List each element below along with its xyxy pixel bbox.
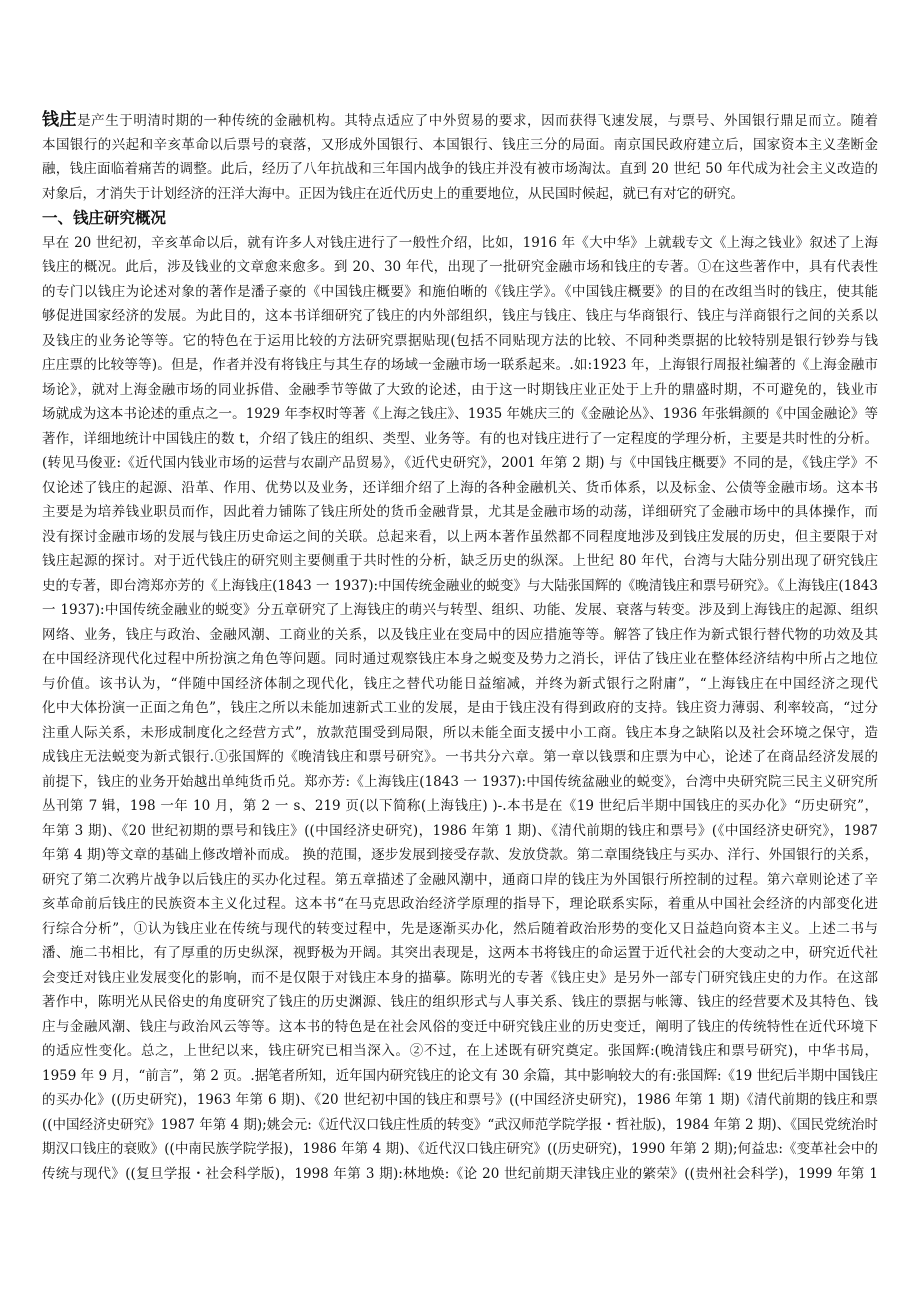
intro-line: 融，钱庄面临着痛苦的调整。此后，经历了八年抗战和三年国内战争的钱庄并没有被市场淘汰。直到 20 世纪 50 年代成为社会主义改造的 [42, 161, 878, 177]
research-overview-paragraph [42, 231, 878, 1187]
body-line: ((中国经济史研究》1987 年第 4 期);姚会元:《近代汉口钱庄性质的转变》“武汉师范学院学报・哲社版)，1984 年第 2 期)、《国民党统治时 [42, 1116, 878, 1133]
body-line: 没有探讨金融市场的发展与钱庄历史命运之间的关联。总起来看，以上两本著作虽然都不同程度地涉及到钱庄发展的历史，但主要限于对 [42, 528, 878, 545]
body-line: 年第 3 期)、《20 世纪初期的票号和钱庄》((中国经济史研究)，1986 年第 1 期)、《清代前期的钱庄和票号》(《中国经济史研究》，1987 [42, 822, 878, 839]
body-line: 庄庄票的比较等等)。但是，作者并没有将钱庄与其生存的场域一金融市场一联系起来。.如:1923 年，上海银行周报社编著的《上海金融市 [42, 357, 878, 373]
body-line: 著作，详细地统计中国钱庄的数 t，介绍了钱庄的组织、类型、业务等。有的也对钱庄进行了一定程度的学理分析，主要是共时性的分析。 [42, 430, 878, 447]
body-line: 史的专著，即台湾郑亦芳的《上海钱庄(1843 一 1937):中国传统金融业的蜕变》与大陆张国辉的《晚清钱庄和票号研究》。《上海钱庄(1843 [42, 577, 878, 594]
body-line: 潘、施二书相比，有了厚重的历史纵深，视野极为开阔。其突出表现是，这两本书将钱庄的命运置于近代社会的大变动之中，研究近代社 [42, 945, 878, 961]
body-line: 仅论述了钱庄的起源、沿革、作用、优势以及业务，还详细介绍了上海的各种金融机关、货币体系，以及标金、公债等金融市场。这本书 [42, 479, 878, 496]
body-line: 在中国经济现代化过程中所扮演之角色等问题。同时通过观察钱庄本身之蜕变及势力之消长，评估了钱庄业在整体经济结构中所占之地位 [42, 651, 878, 667]
body-line: 网络、业务，钱庄与政治、金融风潮、工商业的关系，以及钱庄业在变局中的因应措施等等。解答了钱庄作为新式银行替代物的功效及其 [42, 626, 878, 643]
intro-line: 对象后，才消失于计划经济的汪洋大海中。正因为钱庄在近代历史上的重要地位，从民国时候起，就已有对它的研究。 [42, 185, 744, 202]
body-line: 注重人际关系，未形成制度化之经营方式”，放款范围受到局限，所以未能全面支援中小工商。钱庄本身之缺陷以及社会环境之保守，造 [42, 724, 878, 741]
body-line: 年第 4 期)等文章的基础上修改增补而成。 换的范围，逐步发展到接受存款、发放贷款。第二章围绕钱庄与买办、洋行、外国银行的关系， [42, 847, 878, 863]
body-line: 会变迁对钱庄业发展变化的影响，而不是仅限于对钱庄本身的描摹。陈明光的专著《钱庄史》是另外一部专门研究钱庄史的力作。在这部 [42, 969, 878, 986]
body-line: 前提下，钱庄的业务开始越出单纯货币兑。郑亦芳:《上海钱庄(1843 一 1937):中国传统盆融业的蜕变》，台湾中央研究院三民主义研究所 [42, 773, 878, 790]
body-line: 早在 20 世纪初，辛亥革命以后，就有许多人对钱庄进行了一般性介绍，比如，1916 年《大中华》上就载专文《上海之钱业》叙述了上海 [42, 234, 878, 251]
intro-line-text: 是产生于明清时期的一种传统的金融机构。其特点适应了中外贸易的要求，因而获得飞速发展，与票号、外国银行鼎足而立。随着 [77, 113, 878, 129]
body-line: 够促进国家经济的发展。为此目的，这本书详细研究了钱庄的内外部组织，钱庄与钱庄、钱庄与华商银行、钱庄与洋商银行之间的关系以 [42, 308, 878, 324]
body-line: 主要是为培养钱业职员而作，因此着力铺陈了钱庄所处的货币金融背景，尤其是金融市场的动荡，详细研究了金融市场中的具体操作，而 [42, 504, 878, 520]
body-line: 及钱庄的业务论等等。它的特色在于运用比较的方法研究票据贴现(包括不同贴现方法的比较、不同种类票据的比较特别是银行钞券与钱 [42, 332, 878, 349]
body-line: 丛刊第 7 辑，198 一年 10 月，第 2 一 s、219 页(以下简称(上海钱庄) )-.本书是在《19 世纪后半期中国钱庄的买办化》“历史研究”， [42, 798, 878, 814]
body-line: 期汉口钱庄的衰败》((中南民族学院学报)，1986 年第 4 期)、《近代汉口钱庄研究》((历史研究)，1990 年第 2 期);何益忠:《变革社会中的 [42, 1141, 878, 1157]
body-line: 庄与金融风潮、钱庄与政治风云等等。这本书的特色是在社会风俗的变迁中研究钱庄业的历史变迁，阐明了钱庄的传统特性在近代环境下 [42, 1018, 878, 1035]
body-line: 与价值。该书认为，“伴随中国经济体制之现代化，钱庄之替代功能日益缩减，并终为新式银行之附庸”，“上海钱庄在中国经济之现代 [42, 675, 878, 692]
body-line: (转见马俊亚:《近代国内钱业市场的运营与农副产品贸易》，《近代史研究》，2001 年第 2 期) 与《中国钱庄概要》不同的是，《钱庄学》不 [42, 455, 878, 471]
body-line: 的买办化》((历史研究)，1963 年第 6 期)、《20 世纪初中国的钱庄和票号》((中国经济史研究)，1986 年第 1 期)《清代前期的钱庄和票 [42, 1092, 878, 1108]
body-line: 行综合分析”，①认为钱庄业在传统与现代的转变过程中，先是逐渐买办化，然后随着政治形势的变化又日益趋向资本主义。上述二书与 [42, 920, 878, 937]
body-line: 的适应性变化。总之，上世纪以来，钱庄研究已相当深入。②不过，在上述既有研究奠定。张国辉:(晚清钱庄和票号研究)，中华书局， [42, 1043, 878, 1059]
body-line: 著作中，陈明光从民俗史的角度研究了钱庄的历史渊源、钱庄的组织形式与人事关系、钱庄的票据与帐簿、钱庄的经营要术及其特色、钱 [42, 994, 878, 1010]
body-line: 钱庄起源的探讨。对于近代钱庄的研究则主要侧重于共时性的分析，缺乏历史的纵深。上世纪 80 年代，台湾与大陆分别出现了研究钱庄 [42, 553, 878, 569]
body-line: 传统与现代》((复旦学报・社会科学版)，1998 年第 3 期):林地焕:《论 20 世纪前期天津钱庄业的綮荣》((贵州社会科学)，1999 年第 1 [42, 1165, 878, 1182]
body-line: 成钱庄无法蜕变为新式银行.①张国辉的《晚清钱庄和票号研究》。一书共分六章。第一章以钱票和庄票为中心，论述了在商品经济发展的 [42, 749, 878, 765]
intro-line [42, 108, 878, 133]
body-line: 场就成为这本书论述的重点之一。1929 年李权时等著《上海之钱庄》、1935 年姚庆三的《金融论丛》、1936 年张辑颜的《中国金融论》等 [42, 406, 878, 422]
body-line: 1959 年 9 月，“前言”，第 2 页。.据笔者所知，近年国内研究钱庄的论文有 30 余篇，其中影响较大的有:张国辉:《19 世纪后半期中国钱庄 [42, 1067, 878, 1084]
section-heading: 一、钱庄研究概况 [42, 208, 167, 227]
body-line: 钱庄的概况。此后，涉及钱业的文章愈来愈多。到 20、30 年代，出现了一批研究金融市场和钱庄的专著。①在这些著作中，具有代表性 [42, 259, 878, 275]
intro-paragraph [42, 108, 878, 206]
body-line: 亥革命前后钱庄的民族资本主义化过程。这本书“在马克思政治经济学原理的指导下，理论联系实际，着重从中国社会经济的内部变化进 [42, 896, 878, 912]
body-line: 的专门以钱庄为论述对象的著作是潘子豪的《中国钱庄概要》和施伯晰的《钱庄学》。《中国钱庄概要》的目的在改组当时的钱庄，使其能 [42, 283, 878, 300]
body-line: 一 1937):中国传统金融业的蜕变》分五章研究了上海钱庄的萌兴与转型、组织、功能、发展、衰落与转变。涉及到上海钱庄的起源、组织 [42, 602, 878, 618]
intro-line: 本国银行的兴起和辛亥革命以后票号的衰落，又形成外国银行、本国银行、钱庄三分的局面。南京国民政府建立后，国家资本主义垄断金 [42, 136, 878, 153]
body-line: 场论》，就对上海金融市场的同业拆借、金融季节等做了大致的论述，由于这一时期钱庄业正处于上升的鼎盛时期，不可避免的，钱业市 [42, 381, 878, 398]
lead-term: 钱庄 [42, 110, 78, 130]
body-line: 化中大体扮演一正面之角色”，钱庄之所以未能加速新式工业的发展，是由于钱庄没有得到政府的支持。钱庄资力薄弱、利率较高，“过分 [42, 700, 878, 716]
document-body [42, 108, 878, 1186]
body-line: 研究了第二次鸦片战争以后钱庄的买办化过程。第五章描述了金融风潮中，通商口岸的钱庄为外国银行所控制的过程。第六章则论述了辛 [42, 871, 878, 888]
